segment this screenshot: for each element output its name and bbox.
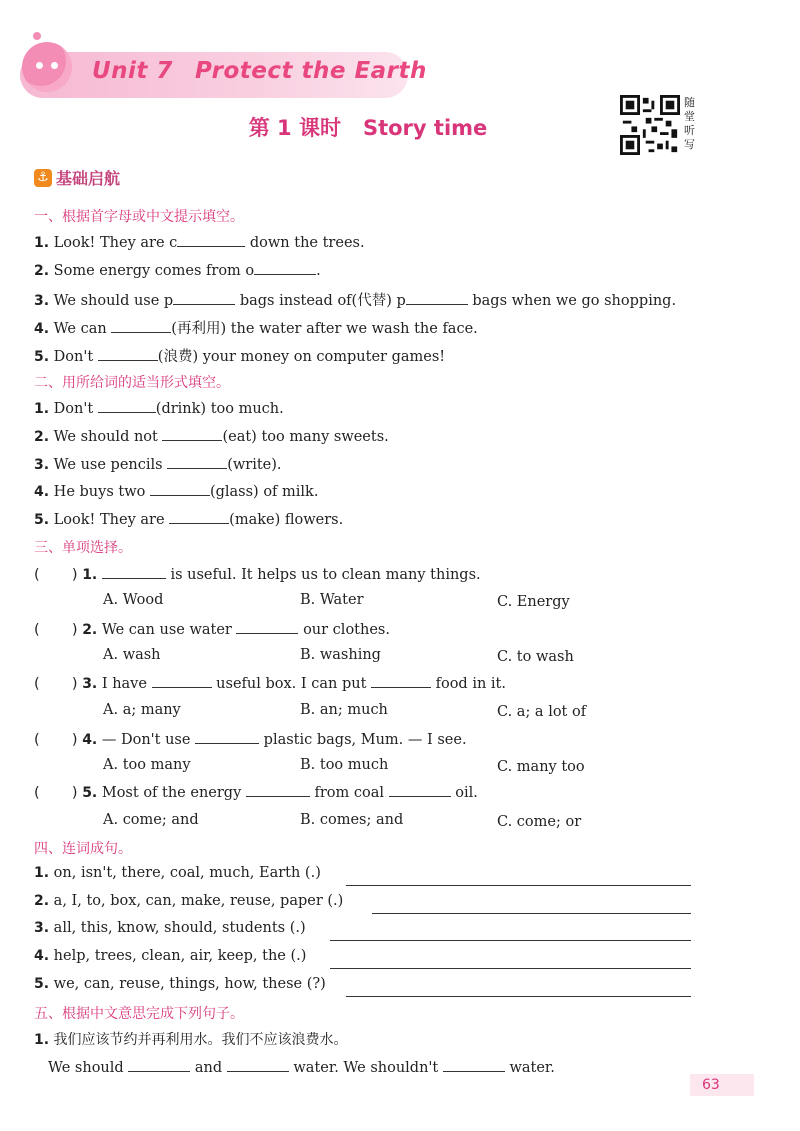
answer-line[interactable] — [330, 940, 691, 941]
option-b[interactable]: B. Water — [300, 592, 364, 608]
answer-blank[interactable] — [443, 1058, 505, 1072]
answer-paren[interactable]: ( ) — [34, 732, 78, 748]
part5-q1-chinese: 1. 我们应该节约并再利用水。我们不应该浪费水。 — [34, 1032, 348, 1048]
part2-q3: 3. We use pencils (write). — [34, 457, 282, 473]
lesson-title: 第 1 课时 Story time — [248, 116, 488, 140]
option-a[interactable]: A. too many — [103, 757, 191, 773]
part1-q5: 5. Don't (浪费) your money on computer games! — [34, 349, 446, 365]
part4-q2: 2. a, I, to, box, can, make, reuse, paper (.) — [34, 893, 344, 909]
part4-q1: 1. on, isn't, there, coal, much, Earth (.) — [34, 865, 321, 881]
answer-paren[interactable]: ( ) — [34, 676, 78, 692]
part5-heading: 五、根据中文意思完成下列句子。 — [34, 1006, 244, 1022]
part2-q2: 2. We should not (eat) too many sweets. — [34, 429, 389, 445]
option-a[interactable]: A. a; many — [103, 702, 181, 718]
answer-blank[interactable] — [102, 565, 166, 579]
part1-q4: 4. We can (再利用) the water after we wash the face. — [34, 321, 478, 337]
part3-q2: ( ) 2. We can use water our clothes. — [34, 622, 390, 638]
option-c[interactable]: C. a; a lot of — [497, 704, 587, 720]
answer-blank[interactable] — [162, 427, 222, 441]
option-c[interactable]: C. come; or — [497, 814, 582, 830]
unit-title: Unit 7 Protect the Earth — [92, 58, 427, 84]
part4-q4: 4. help, trees, clean, air, keep, the (.) — [34, 948, 307, 964]
mascot-icon — [22, 42, 72, 92]
part4-heading: 四、连词成句。 — [34, 841, 132, 857]
option-b[interactable]: B. comes; and — [300, 812, 404, 828]
answer-blank[interactable] — [169, 510, 229, 524]
part3-q3: ( ) 3. I have useful box. I can put food in it. — [34, 676, 506, 692]
answer-blank[interactable] — [236, 620, 298, 634]
part2-q1: 1. Don't (drink) too much. — [34, 401, 284, 417]
part2-q5: 5. Look! They are (make) flowers. — [34, 512, 344, 528]
page-number: 63 — [690, 1074, 754, 1096]
answer-blank[interactable] — [195, 730, 259, 744]
answer-blank[interactable] — [389, 783, 451, 797]
part1-q3: 3. We should use p bags instead of(代替) p bags when we go shopping. — [34, 293, 677, 309]
answer-line[interactable] — [346, 885, 691, 886]
part4-q5: 5. we, can, reuse, things, how, these (?) — [34, 976, 326, 992]
answer-blank[interactable] — [227, 1058, 289, 1072]
option-a[interactable]: A. wash — [103, 647, 161, 663]
answer-blank[interactable] — [177, 233, 245, 247]
option-b[interactable]: B. too much — [300, 757, 389, 773]
answer-line[interactable] — [330, 968, 691, 969]
answer-blank[interactable] — [246, 783, 310, 797]
answer-blank[interactable] — [173, 291, 235, 305]
answer-blank[interactable] — [98, 399, 156, 413]
section-title: ⚓ 基础启航 — [34, 166, 120, 189]
answer-paren[interactable]: ( ) — [34, 622, 78, 638]
answer-paren[interactable]: ( ) — [34, 567, 78, 583]
part1-heading: 一、根据首字母或中文提示填空。 — [34, 209, 244, 225]
answer-line[interactable] — [346, 996, 691, 997]
part3-q5: ( ) 5. Most of the energy from coal oil. — [34, 785, 478, 801]
part1-q2: 2. Some energy comes from o . — [34, 263, 321, 279]
qr-code-icon[interactable] — [620, 95, 680, 155]
option-a[interactable]: A. come; and — [103, 812, 199, 828]
part1-q1: 1. Look! They are c down the trees. — [34, 235, 365, 251]
part5-q1-english: We should and water. We shouldn't water. — [48, 1060, 555, 1076]
answer-blank[interactable] — [128, 1058, 190, 1072]
answer-blank[interactable] — [152, 674, 212, 688]
option-b[interactable]: B. an; much — [300, 702, 388, 718]
answer-line[interactable] — [372, 913, 691, 914]
option-a[interactable]: A. Wood — [103, 592, 164, 608]
qr-label: 随 堂 听 写 — [684, 96, 695, 151]
answer-blank[interactable] — [371, 674, 431, 688]
answer-paren[interactable]: ( ) — [34, 785, 78, 801]
answer-blank[interactable] — [167, 455, 227, 469]
part3-heading: 三、单项选择。 — [34, 540, 132, 556]
answer-blank[interactable] — [406, 291, 468, 305]
answer-blank[interactable] — [254, 261, 316, 275]
answer-blank[interactable] — [98, 347, 158, 361]
anchor-icon: ⚓ — [34, 169, 52, 187]
part3-q1: ( ) 1. is useful. It helps us to clean many things. — [34, 567, 481, 583]
part4-q3: 3. all, this, know, should, students (.) — [34, 920, 306, 936]
answer-blank[interactable] — [150, 482, 210, 496]
option-c[interactable]: C. many too — [497, 759, 585, 775]
option-c[interactable]: C. Energy — [497, 594, 570, 610]
part2-q4: 4. He buys two (glass) of milk. — [34, 484, 319, 500]
option-b[interactable]: B. washing — [300, 647, 381, 663]
part2-heading: 二、用所给词的适当形式填空。 — [34, 375, 230, 391]
answer-blank[interactable] — [111, 319, 171, 333]
part3-q4: ( ) 4. — Don't use plastic bags, Mum. — I see. — [34, 732, 467, 748]
option-c[interactable]: C. to wash — [497, 649, 574, 665]
